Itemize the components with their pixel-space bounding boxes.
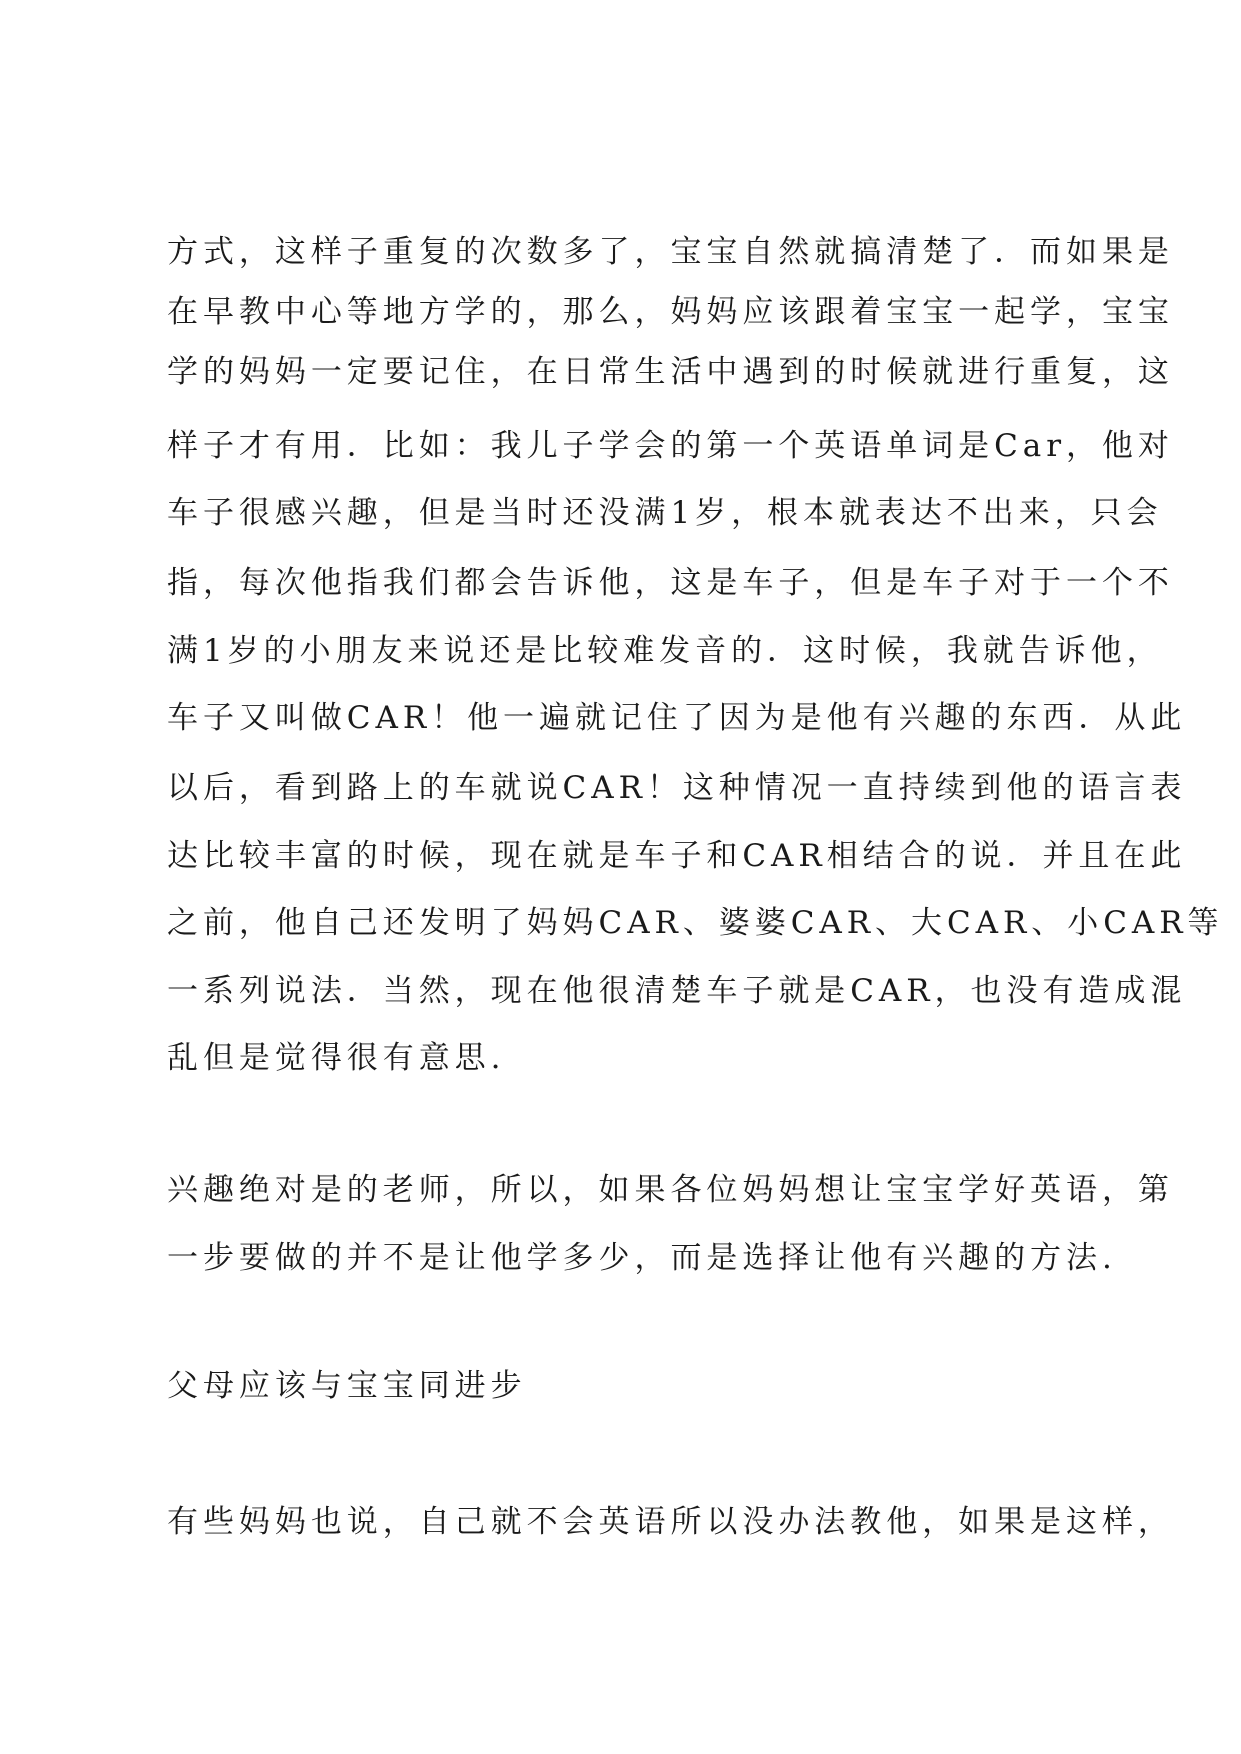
paragraph-1-line-13: 乱但是觉得很有意思. [167, 1040, 506, 1076]
paragraph-1-line-8: 车子又叫做CAR！他一遍就记住了因为是他有兴趣的东西．从此 [167, 700, 1187, 736]
paragraph-1-line-10: 达比较丰富的时候，现在就是车子和CAR相结合的说．并且在此 [167, 838, 1187, 874]
paragraph-1-line-9: 以后，看到路上的车就说CAR！这种情况一直持续到他的语言表 [167, 770, 1187, 806]
paragraph-1-line-2: 在早教中心等地方学的，那么，妈妈应该跟着宝宝一起学，宝宝 [167, 294, 1174, 330]
paragraph-2-line-2: 一步要做的并不是让他学多少，而是选择让他有兴趣的方法. [167, 1240, 1117, 1276]
paragraph-1-line-11: 之前，他自己还发明了妈妈CAR、婆婆CAR、大CAR、小CAR等 [167, 905, 1224, 941]
paragraph-1-line-12: 一系列说法．当然，现在他很清楚车子就是CAR，也没有造成混 [167, 973, 1187, 1009]
paragraph-2-line-1: 兴趣绝对是的老师，所以，如果各位妈妈想让宝宝学好英语，第 [167, 1172, 1174, 1208]
paragraph-1-line-3: 学的妈妈一定要记住，在日常生活中遇到的时候就进行重复，这 [167, 354, 1174, 390]
paragraph-1-line-6: 指，每次他指我们都会告诉他，这是车子，但是车子对于一个不 [167, 565, 1174, 601]
paragraph-1-line-5: 车子很感兴趣，但是当时还没满1岁，根本就表达不出来，只会 [167, 495, 1163, 531]
paragraph-1-line-1: 方式，这样子重复的次数多了，宝宝自然就搞清楚了．而如果是 [167, 234, 1174, 270]
paragraph-1-line-4: 样子才有用．比如：我儿子学会的第一个英语单词是Car，他对 [167, 428, 1174, 464]
paragraph-4-line-1: 有些妈妈也说，自己就不会英语所以没办法教他，如果是这样， [167, 1504, 1174, 1540]
section-heading: 父母应该与宝宝同进步 [167, 1368, 527, 1404]
paragraph-1-line-7: 满1岁的小朋友来说还是比较难发音的．这时候，我就告诉他， [167, 633, 1163, 669]
